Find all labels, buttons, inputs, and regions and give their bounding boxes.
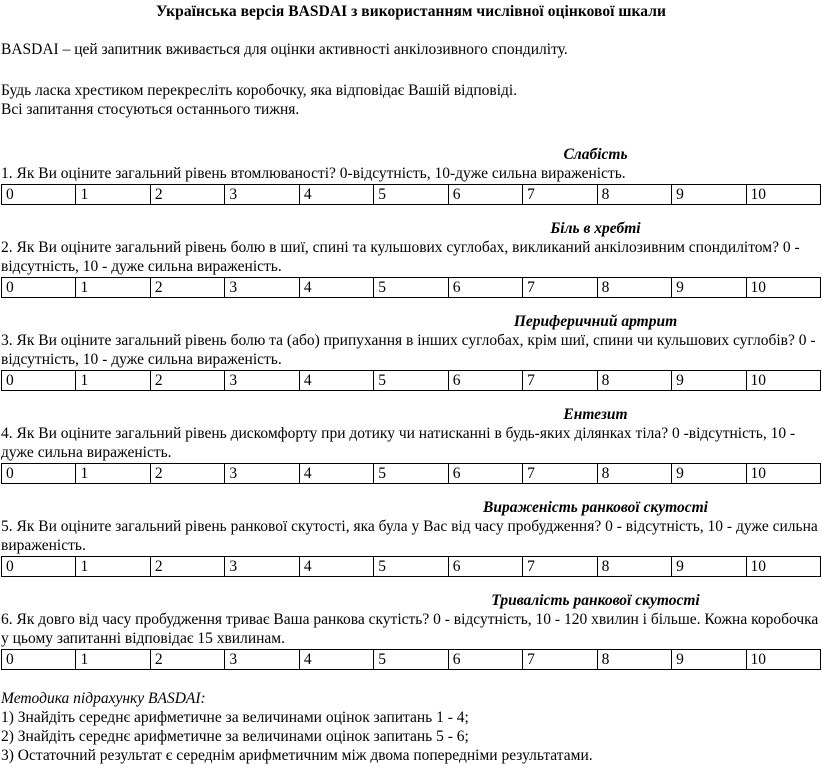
scale-cell-0[interactable]: 0 xyxy=(2,557,76,577)
scale-cell-5[interactable]: 5 xyxy=(374,371,448,391)
scale-cell-8[interactable]: 8 xyxy=(597,371,671,391)
scale-cell-3[interactable]: 3 xyxy=(225,650,299,670)
scoring-method-step-2: 2) Знайдіть середнє арифметичне за величинами оцінок запитань 5 - 6; xyxy=(1,728,469,745)
spacer xyxy=(1,577,821,591)
scale-cell-7[interactable]: 7 xyxy=(523,557,597,577)
question-6-heading: Тривалість ранкової скутості xyxy=(491,592,700,609)
rating-scale-table-6[interactable] xyxy=(1,649,821,670)
scale-cell-10[interactable]: 10 xyxy=(746,185,820,205)
scale-cell-10[interactable]: 10 xyxy=(746,464,820,484)
scale-cell-9[interactable]: 9 xyxy=(672,464,746,484)
question-block-6 xyxy=(1,591,821,670)
scale-cell-5[interactable]: 5 xyxy=(374,650,448,670)
scale-cell-7[interactable]: 7 xyxy=(523,650,597,670)
scale-cell-4[interactable]: 4 xyxy=(299,464,373,484)
scoring-method-section xyxy=(1,689,821,765)
scale-cell-4[interactable]: 4 xyxy=(299,278,373,298)
scale-cell-1[interactable]: 1 xyxy=(76,650,150,670)
document-page xyxy=(0,2,822,777)
question-5-text: 5. Як Ви оціните загальний рівень ранкової скутості, яка була у Вас від часу пробудження? 0 - відсутність, 10 - дуже сильна вираженість. xyxy=(1,518,818,554)
question-block-2 xyxy=(1,219,821,298)
spacer xyxy=(1,484,821,498)
scale-cell-6[interactable]: 6 xyxy=(448,464,522,484)
scale-cell-8[interactable]: 8 xyxy=(597,464,671,484)
scale-cell-0[interactable]: 0 xyxy=(2,278,76,298)
scale-cell-2[interactable]: 2 xyxy=(150,278,224,298)
scale-cell-3[interactable]: 3 xyxy=(225,371,299,391)
question-4-text: 4. Як Ви оціните загальний рівень дискомфорту при дотику чи натисканні в будь-яких ділянках тіла? 0 -відсутність, 10 - дуже сильна вираженість. xyxy=(1,425,796,461)
scale-cell-6[interactable]: 6 xyxy=(448,371,522,391)
scale-cell-10[interactable]: 10 xyxy=(746,650,820,670)
rating-scale-table-4[interactable] xyxy=(1,463,821,484)
scale-cell-7[interactable]: 7 xyxy=(523,185,597,205)
scale-cell-5[interactable]: 5 xyxy=(374,464,448,484)
intro-paragraph-purpose: BASDAI – цей запитник вживається для оцінки активності анкілозивного спондиліту. xyxy=(1,41,568,58)
question-3-heading: Периферичний артрит xyxy=(513,313,678,330)
scale-cell-4[interactable]: 4 xyxy=(299,185,373,205)
question-2-heading: Біль в хребті xyxy=(550,220,641,237)
question-2-text: 2. Як Ви оціните загальний рівень болю в шиї, спині та кульшових суглобах, викликаний анкілозивним спондилітом? 0 - відсутність, 10 - дуже сильна вираженість. xyxy=(1,239,800,275)
scale-cell-2[interactable]: 2 xyxy=(150,650,224,670)
scale-cell-0[interactable]: 0 xyxy=(2,185,76,205)
question-1-text: 1. Як Ви оціните загальний рівень втомлюваності? 0-відсутність, 10-дуже сильна вираженість. xyxy=(1,165,626,182)
scale-cell-6[interactable]: 6 xyxy=(448,650,522,670)
intro-instruction-timeframe: Всі запитання стосуються останнього тижня. xyxy=(1,101,300,118)
scoring-method-step-3: 3) Остаточний результат є середнім арифметичним між двома попередніми результатами. xyxy=(1,747,593,764)
question-block-1 xyxy=(1,145,821,205)
rating-scale-table-5[interactable] xyxy=(1,556,821,577)
scale-cell-6[interactable]: 6 xyxy=(448,185,522,205)
question-1-heading: Слабість xyxy=(563,146,628,163)
scale-cell-3[interactable]: 3 xyxy=(225,185,299,205)
page-title: Українська версія BASDAI з використанням числівної оцінкової шкали xyxy=(156,3,666,20)
scale-cell-7[interactable]: 7 xyxy=(523,278,597,298)
rating-scale-table-2[interactable] xyxy=(1,277,821,298)
scale-cell-3[interactable]: 3 xyxy=(225,557,299,577)
scale-cell-2[interactable]: 2 xyxy=(150,464,224,484)
spacer xyxy=(1,21,821,40)
question-4-heading: Ентезит xyxy=(563,406,628,423)
scale-cell-10[interactable]: 10 xyxy=(746,278,820,298)
table-row xyxy=(2,557,821,577)
scale-cell-1[interactable]: 1 xyxy=(76,185,150,205)
spacer xyxy=(1,59,821,78)
scale-cell-1[interactable]: 1 xyxy=(76,557,150,577)
scale-cell-4[interactable]: 4 xyxy=(299,650,373,670)
scale-cell-8[interactable]: 8 xyxy=(597,278,671,298)
scale-cell-2[interactable]: 2 xyxy=(150,371,224,391)
scale-cell-0[interactable]: 0 xyxy=(2,650,76,670)
scale-cell-1[interactable]: 1 xyxy=(76,464,150,484)
scale-cell-9[interactable]: 9 xyxy=(672,185,746,205)
scale-cell-0[interactable]: 0 xyxy=(2,371,76,391)
scale-cell-10[interactable]: 10 xyxy=(746,371,820,391)
scale-cell-9[interactable]: 9 xyxy=(672,278,746,298)
scale-cell-9[interactable]: 9 xyxy=(672,371,746,391)
scale-cell-2[interactable]: 2 xyxy=(150,557,224,577)
scale-cell-9[interactable]: 9 xyxy=(672,650,746,670)
scale-cell-6[interactable]: 6 xyxy=(448,278,522,298)
question-5-heading: Вираженість ранкової скутості xyxy=(483,499,708,516)
scale-cell-2[interactable]: 2 xyxy=(150,185,224,205)
scale-cell-1[interactable]: 1 xyxy=(76,278,150,298)
scale-cell-4[interactable]: 4 xyxy=(299,371,373,391)
scale-cell-8[interactable]: 8 xyxy=(597,557,671,577)
scale-cell-9[interactable]: 9 xyxy=(672,557,746,577)
spacer xyxy=(1,119,821,138)
question-3-text: 3. Як Ви оціните загальний рівень болю та (або) припухання в інших суглобах, крім шиї, спини чи кульшових суглобів? 0 - відсутність, 10 - дуже сильна вираженість. xyxy=(1,332,816,368)
spacer xyxy=(1,670,821,689)
scale-cell-3[interactable]: 3 xyxy=(225,464,299,484)
table-row xyxy=(2,464,821,484)
scoring-method-title: Методика підрахунку BASDAI: xyxy=(1,690,206,707)
intro-instruction-mark-box: Будь ласка хрестиком перекресліть коробочку, яка відповідає Вашій відповіді. xyxy=(1,82,518,99)
scale-cell-0[interactable]: 0 xyxy=(2,464,76,484)
rating-scale-table-3[interactable] xyxy=(1,370,821,391)
table-row xyxy=(2,185,821,205)
scale-cell-7[interactable]: 7 xyxy=(523,464,597,484)
scale-cell-6[interactable]: 6 xyxy=(448,557,522,577)
scale-cell-10[interactable]: 10 xyxy=(746,557,820,577)
question-6-text: 6. Як довго від часу пробудження триває Ваша ранкова скутість? 0 - відсутність, 10 - 120 хвилин і більше. Кожна коробочка у цьому запитанні відповідає 15 хвилинам. xyxy=(1,611,819,647)
scoring-method-step-1: 1) Знайдіть середнє арифметичне за величинами оцінок запитань 1 - 4; xyxy=(1,709,469,726)
scale-cell-8[interactable]: 8 xyxy=(597,650,671,670)
rating-scale-table-1[interactable] xyxy=(1,184,821,205)
question-block-4 xyxy=(1,405,821,484)
spacer xyxy=(1,138,821,145)
scale-cell-5[interactable]: 5 xyxy=(374,557,448,577)
table-row xyxy=(2,278,821,298)
question-block-5 xyxy=(1,498,821,577)
spacer xyxy=(1,205,821,219)
question-block-3 xyxy=(1,312,821,391)
scale-cell-3[interactable]: 3 xyxy=(225,278,299,298)
scale-cell-7[interactable]: 7 xyxy=(523,371,597,391)
scale-cell-5[interactable]: 5 xyxy=(374,185,448,205)
table-row xyxy=(2,650,821,670)
scale-cell-4[interactable]: 4 xyxy=(299,557,373,577)
table-row xyxy=(2,371,821,391)
scale-cell-1[interactable]: 1 xyxy=(76,371,150,391)
scale-cell-5[interactable]: 5 xyxy=(374,278,448,298)
spacer xyxy=(1,298,821,312)
spacer xyxy=(1,391,821,405)
scale-cell-8[interactable]: 8 xyxy=(597,185,671,205)
